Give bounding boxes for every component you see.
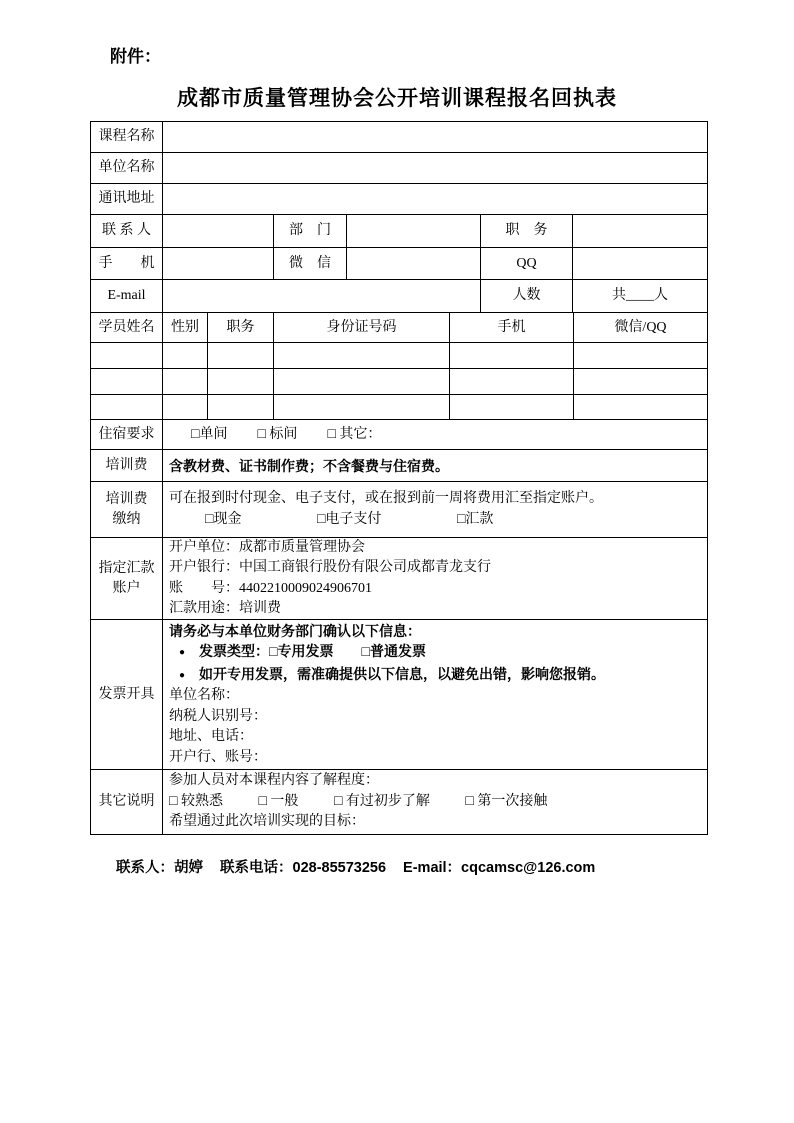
checkbox-other-room: □ 其它： xyxy=(327,426,382,442)
checkbox-preliminary: □ 有过初步了解 xyxy=(333,793,430,809)
address-label: 通讯地址 xyxy=(91,184,163,215)
accommodation-options xyxy=(163,420,708,450)
email-field xyxy=(163,280,481,313)
department-field xyxy=(347,215,481,248)
student-cell xyxy=(274,395,450,420)
other-notes-content xyxy=(163,770,708,835)
row-accommodation xyxy=(91,420,708,450)
student-cell xyxy=(163,343,208,369)
invoice-intro: 请务必与本单位财务部门确认以下信息： xyxy=(169,622,421,639)
registration-form-table xyxy=(90,121,708,835)
other-goal-question: 希望通过此次培训实现的目标： xyxy=(169,814,365,830)
fee-payment-content xyxy=(163,482,708,538)
invoice-field-taxpayer-id: 纳税人识别号： xyxy=(169,708,267,724)
checkbox-remittance: □汇款 xyxy=(456,511,494,527)
row-students-header xyxy=(91,313,708,343)
students-header-gender: 性别 xyxy=(163,313,208,343)
student-cell xyxy=(163,395,208,420)
headcount-label: 人数 xyxy=(481,280,573,313)
student-cell xyxy=(574,395,708,420)
students-header-id-number: 身份证号码 xyxy=(274,313,450,343)
checkbox-single-room: □单间 xyxy=(191,426,228,442)
other-familiarity-question: 参加人员对本课程内容了解程度： xyxy=(169,773,379,789)
students-empty-row xyxy=(91,395,708,420)
bullet-icon: ● xyxy=(179,647,186,659)
student-cell xyxy=(208,369,274,395)
student-cell xyxy=(450,395,574,420)
students-header-mobile: 手机 xyxy=(450,313,574,343)
course-name-field xyxy=(163,122,708,153)
invoice-bullet-type xyxy=(169,641,426,664)
student-cell xyxy=(91,395,163,420)
students-empty-row xyxy=(91,343,708,369)
duty-field xyxy=(573,215,708,248)
invoice-type-options: 发票类型：□专用发票 □普通发票 xyxy=(199,643,426,660)
students-header-duty: 职务 xyxy=(208,313,274,343)
remittance-bank: 开户银行：中国工商银行股份有限公司成都青龙支行 xyxy=(169,560,491,575)
contact-label: 联 系 人 xyxy=(91,215,163,248)
fee-payment-label-line1: 培训费 xyxy=(105,491,148,507)
email-label: E-mail xyxy=(91,280,163,313)
students-empty-row xyxy=(91,369,708,395)
student-cell xyxy=(450,343,574,369)
contact-field xyxy=(163,215,274,248)
row-unit-name xyxy=(91,153,708,184)
checkbox-quite-familiar: □ 较熟悉 xyxy=(169,793,223,809)
footer-contact-email: E-mail：cqcamsc@126.com xyxy=(403,860,596,876)
remittance-purpose: 汇款用途：培训费 xyxy=(169,601,281,616)
fee-payment-label xyxy=(91,482,163,538)
remittance-content xyxy=(163,538,708,620)
invoice-field-unit-name: 单位名称： xyxy=(169,688,239,704)
student-cell xyxy=(574,369,708,395)
attachment-label: 附件： xyxy=(110,47,161,66)
row-fee-payment xyxy=(91,482,708,538)
department-label: 部 门 xyxy=(274,215,347,248)
checkbox-first-contact: □ 第一次接触 xyxy=(465,793,548,809)
footer-contact-phone: 联系电话：028-85573256 xyxy=(220,860,387,876)
other-familiarity-options xyxy=(169,792,547,813)
invoice-field-address-phone: 地址、电话： xyxy=(169,729,253,745)
fee-payment-label-line2: 缴纳 xyxy=(112,511,141,527)
wechat-label: 微 信 xyxy=(274,248,347,280)
row-course-name xyxy=(91,122,708,153)
invoice-warning-text: 如开专用发票，需准确提供以下信息，以避免出错，影响您报销。 xyxy=(199,665,606,682)
remittance-label-line1: 指定汇款 xyxy=(98,560,155,576)
other-notes-label: 其它说明 xyxy=(91,770,163,835)
student-cell xyxy=(450,369,574,395)
remittance-account-holder: 开户单位：成都市质量管理协会 xyxy=(169,539,365,555)
unit-name-label: 单位名称 xyxy=(91,153,163,184)
accommodation-label: 住宿要求 xyxy=(91,420,163,450)
footer-contact-person: 联系人：胡婷 xyxy=(116,860,203,876)
row-invoice xyxy=(91,620,708,770)
checkbox-average: □ 一般 xyxy=(258,793,299,809)
row-contact-person xyxy=(91,215,708,248)
remittance-label xyxy=(91,538,163,620)
checkbox-standard-room: □ 标间 xyxy=(257,426,298,442)
remittance-account-number: 账 号：4402210009024906701 xyxy=(169,580,372,596)
student-cell xyxy=(274,343,450,369)
row-mobile xyxy=(91,248,708,280)
invoice-field-bank-account: 开户行、账号： xyxy=(169,749,267,765)
row-email xyxy=(91,280,708,313)
training-fee-label: 培训费 xyxy=(91,450,163,482)
invoice-bullet-warning xyxy=(169,664,605,687)
footer-contact-line xyxy=(116,856,612,877)
address-field xyxy=(163,184,708,215)
remittance-label-line2: 账户 xyxy=(112,580,141,596)
qq-field xyxy=(573,248,708,280)
checkbox-e-payment: □电子支付 xyxy=(316,511,382,527)
student-cell xyxy=(574,343,708,369)
row-address xyxy=(91,184,708,215)
student-cell xyxy=(163,369,208,395)
checkbox-cash: □现金 xyxy=(205,511,242,527)
students-header-wechat-qq: 微信/QQ xyxy=(574,313,708,343)
headcount-value: 共____人 xyxy=(573,280,708,313)
mobile-field xyxy=(163,248,274,280)
course-name-label: 课程名称 xyxy=(91,122,163,153)
student-cell xyxy=(208,395,274,420)
bullet-icon: ● xyxy=(179,669,186,681)
training-fee-note: 含教材费、证书制作费；不含餐费与住宿费。 xyxy=(163,450,708,482)
wechat-field xyxy=(347,248,481,280)
mobile-label: 手 机 xyxy=(91,248,163,280)
fee-payment-instruction: 可在报到时付现金、电子支付，或在报到前一周将费用汇至指定账户。 xyxy=(169,491,603,506)
row-training-fee xyxy=(91,450,708,482)
student-cell xyxy=(274,369,450,395)
qq-label: QQ xyxy=(481,248,573,280)
duty-label: 职 务 xyxy=(481,215,573,248)
student-cell xyxy=(91,369,163,395)
student-cell xyxy=(208,343,274,369)
row-remittance-account xyxy=(91,538,708,620)
fee-payment-options xyxy=(169,510,493,531)
student-cell xyxy=(91,343,163,369)
unit-name-field xyxy=(163,153,708,184)
invoice-content xyxy=(163,620,708,770)
row-other-notes xyxy=(91,770,708,835)
page-title: 成都市质量管理协会公开培训课程报名回执表 xyxy=(177,87,617,110)
invoice-label: 发票开具 xyxy=(91,620,163,770)
students-header-name: 学员姓名 xyxy=(91,313,163,343)
